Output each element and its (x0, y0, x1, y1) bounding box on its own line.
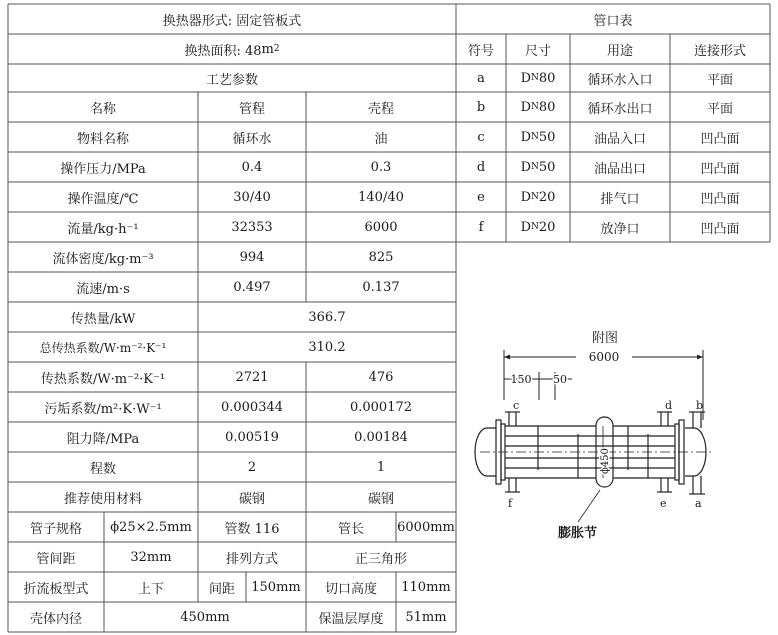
nozzle-table-title: 管口表 (593, 13, 633, 29)
row-tube: 2 (247, 459, 257, 475)
cut-value: 110mm (401, 579, 451, 595)
row-tube: 2721 (235, 369, 269, 385)
row-name: 流量/kg·h⁻¹ (67, 221, 139, 237)
shell-id-value: 450mm (180, 609, 230, 625)
nozzle-use: 循环水出口 (587, 101, 653, 117)
baffle-value: 上下 (137, 581, 164, 597)
heat-load-label: 传热量/kW (70, 311, 136, 327)
row-shell: 0.000172 (349, 399, 413, 415)
nozzle-use: 油品出口 (593, 161, 646, 177)
row-shell: 6000 (364, 219, 398, 235)
nozzle-conn: 凹凸面 (700, 221, 740, 237)
heat-load-value: 366.7 (308, 309, 346, 325)
row-name: 操作压力/MPa (60, 161, 146, 177)
nozzle-conn: 平面 (706, 72, 733, 88)
nozzle-conn: 平面 (706, 101, 733, 117)
overall-coef-label: 总传热系数/W·m⁻²·K⁻¹ (39, 340, 167, 355)
row-shell: 140/40 (358, 189, 404, 205)
label-f: f (508, 497, 513, 510)
label-e: e (660, 497, 667, 510)
nozzle-size: D N 80 (520, 70, 556, 86)
nozzle-size: D N 80 (520, 99, 556, 115)
row-shell: 1 (376, 459, 386, 475)
row-shell: 476 (368, 369, 394, 385)
label-d: d (665, 399, 673, 412)
row-name: 推荐使用材料 (63, 491, 142, 507)
row-tube: 0.497 (233, 279, 271, 295)
nozzle-size: D N 50 (520, 159, 556, 175)
insulation-value: 51mm (405, 609, 447, 625)
row-tube: 碳钢 (238, 491, 265, 507)
nozzle-header-use: 用途 (606, 43, 633, 59)
nozzle-conn: 凹凸面 (700, 161, 740, 177)
row-name: 操作温度/℃ (67, 191, 139, 207)
row-name: 流体密度/kg·m⁻³ (52, 251, 154, 267)
nozzle-size: D N 50 (520, 129, 556, 145)
dim-50: 50 (553, 373, 567, 386)
label-a: a (695, 497, 702, 510)
figure-title: 附图 (591, 331, 619, 346)
nozzle-use: 油品入口 (593, 131, 646, 147)
nozzle-conn: 凹凸面 (700, 131, 740, 147)
nozzle-symbol: d (476, 159, 486, 175)
row-name: 物料名称 (76, 131, 129, 147)
heat-exchange-area: 换热面积: 48 m 2 (184, 41, 280, 59)
process-params-title: 工艺参数 (205, 72, 258, 88)
nozzle-header-size: 尺寸 (524, 43, 551, 59)
nozzle-header-symbol: 符号 (467, 43, 494, 59)
row-tube: 0.4 (241, 159, 263, 175)
row-shell: 0.00184 (354, 429, 408, 445)
nozzle-symbol: e (477, 189, 485, 205)
spacing-label: 间距 (208, 581, 235, 597)
insulation-label: 保温层厚度 (318, 611, 384, 627)
nozzle-use: 循环水入口 (587, 72, 653, 88)
row-shell: 碳钢 (367, 491, 394, 507)
arrangement-label: 排列方式 (225, 551, 278, 567)
cut-label: 切口高度 (324, 581, 377, 597)
row-tube: 循环水 (232, 131, 272, 147)
pitch-value: 32mm (130, 549, 172, 565)
overall-coef-value: 310.2 (308, 339, 346, 355)
tube-length-value: 6000mm (397, 519, 455, 535)
nozzle-symbol: b (476, 99, 486, 115)
nozzle-size: D N 20 (520, 189, 556, 205)
nozzle-use: 放净口 (600, 221, 640, 237)
nozzle-conn: 凹凸面 (700, 191, 740, 207)
label-b: b (696, 399, 704, 412)
nozzle-symbol: a (477, 70, 485, 86)
tube-spec-value: ϕ25×2.5mm (110, 519, 192, 535)
row-name: 污垢系数/m²·K·W⁻¹ (44, 401, 162, 417)
row-shell: 0.137 (362, 279, 400, 295)
diameter-label: ϕ450 (600, 448, 611, 474)
tube-spec-label: 管子规格 (29, 521, 82, 537)
expansion-joint-label: 膨胀节 (558, 526, 598, 541)
row-name: 程数 (89, 461, 116, 477)
col-header-name: 名称 (89, 101, 116, 117)
nozzle-symbol: f (478, 219, 484, 235)
row-tube: 30/40 (233, 189, 271, 205)
row-tube: 32353 (231, 219, 273, 235)
shell-id-label: 壳体内径 (29, 611, 82, 627)
dim-150: 150 (510, 373, 532, 386)
pitch-label: 管间距 (36, 551, 76, 567)
row-shell: 0.3 (370, 159, 392, 175)
row-name: 传热系数/W·m⁻²·K⁻¹ (40, 371, 166, 387)
row-name: 阻力降/MPa (66, 431, 140, 447)
tube-length-label: 管长 (337, 521, 364, 537)
arrangement-value: 正三角形 (354, 551, 407, 567)
col-header-shell: 壳程 (367, 101, 394, 117)
row-name: 流速/m·s (76, 281, 130, 297)
col-header-tube: 管程 (238, 101, 265, 117)
nozzle-size: D N 20 (520, 219, 556, 235)
tube-count: 管数 116 (224, 521, 280, 537)
nozzle-use: 排气口 (600, 191, 640, 207)
dim-total: 6000 (588, 350, 620, 364)
row-tube: 994 (239, 249, 265, 265)
label-c: c (513, 399, 520, 412)
nozzle-symbol: c (477, 129, 485, 145)
row-tube: 0.00519 (225, 429, 279, 445)
row-shell: 油 (374, 131, 388, 147)
row-tube: 0.000344 (220, 399, 284, 415)
exchanger-type-title: 换热器形式: 固定管板式 (162, 13, 302, 29)
row-shell: 825 (368, 249, 394, 265)
baffle-label: 折流板型式 (23, 581, 89, 597)
nozzle-header-conn: 连接形式 (693, 43, 746, 59)
spacing-value: 150mm (251, 579, 301, 595)
